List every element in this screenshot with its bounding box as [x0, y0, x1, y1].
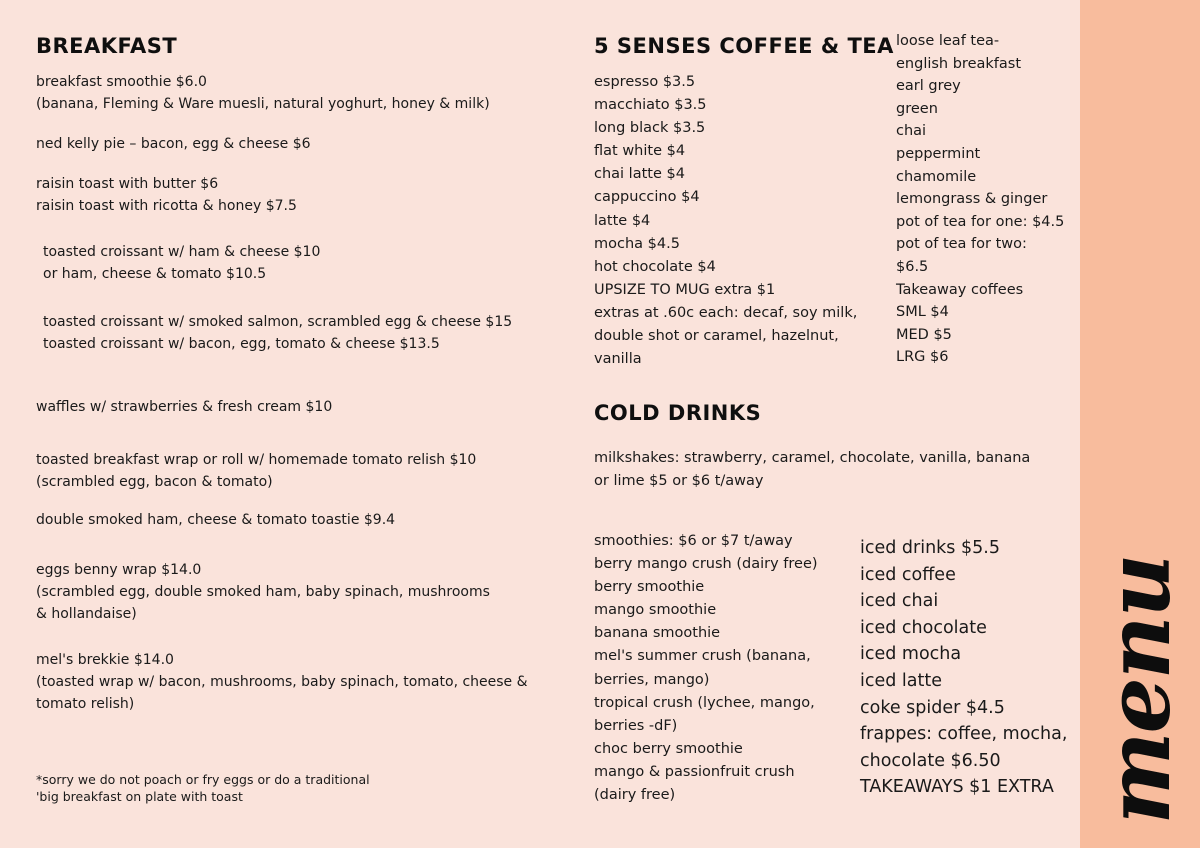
menu-line: LRG $6 — [896, 349, 949, 366]
menu-line: berry mango crush (dairy free) — [594, 556, 818, 573]
menu-line: chai latte $4 — [594, 166, 685, 183]
item-toastie — [36, 509, 395, 531]
menu-line: tomato relish) — [36, 696, 135, 712]
coffee-list — [594, 71, 857, 371]
menu-line: pot of tea for one: $4.5 — [896, 213, 1065, 230]
item-raisin-toast — [36, 173, 297, 217]
menu-line: tropical crush (lychee, mango, — [594, 694, 815, 711]
menu-line: & hollandaise) — [36, 606, 137, 622]
iced-drinks-list — [860, 535, 1067, 801]
menu-line: 'big breakfast on plate with toast — [36, 789, 243, 804]
menu-line: english breakfast — [896, 55, 1022, 72]
menu-line: extras at .60c each: decaf, soy milk, — [594, 304, 858, 321]
menu-line: ned kelly pie – bacon, egg & cheese $6 — [36, 136, 311, 152]
menu-line: hot chocolate $4 — [594, 258, 716, 275]
menu-line: SML $4 — [896, 304, 949, 321]
menu-line: TAKEAWAYS $1 EXTRA — [860, 777, 1054, 798]
smoothies-list — [594, 530, 818, 807]
menu-line: toasted croissant w/ ham & cheese $10 — [43, 244, 321, 260]
menu-line: pot of tea for two: — [896, 236, 1027, 253]
menu-line: green — [896, 100, 938, 117]
menu-line: breakfast smoothie $6.0 — [36, 74, 207, 90]
menu-line: banana smoothie — [594, 625, 721, 642]
menu-line: choc berry smoothie — [594, 740, 743, 757]
menu-line: (scrambled egg, bacon & tomato) — [36, 474, 273, 490]
menu-line: eggs benny wrap $14.0 — [36, 562, 202, 578]
menu-line: raisin toast with ricotta & honey $7.5 — [36, 198, 297, 214]
menu-line: earl grey — [896, 78, 961, 95]
menu-line: vanilla — [594, 351, 642, 368]
menu-line: berries -dF) — [594, 717, 678, 734]
breakfast-note — [36, 771, 370, 805]
item-eggs-benny — [36, 559, 490, 625]
menu-line: (dairy free) — [594, 787, 676, 804]
menu-line: iced drinks $5.5 — [860, 538, 1000, 558]
menu-line: (toasted wrap w/ bacon, mushrooms, baby spinach, tomato, cheese & — [36, 674, 528, 690]
menu-line: toasted croissant w/ bacon, egg, tomato & cheese $13.5 — [43, 336, 440, 352]
menu-line: mango & passionfruit crush — [594, 763, 795, 780]
menu-line: berries, mango) — [594, 671, 710, 688]
cold-drinks-heading: COLD DRINKS — [594, 401, 762, 425]
tea-list — [896, 30, 1064, 369]
menu-line: *sorry we do not poach or fry eggs or do a traditional — [36, 772, 370, 787]
menu-line: loose leaf tea- — [896, 33, 1000, 49]
menu-line: iced mocha — [860, 644, 962, 665]
item-breakfast-smoothie — [36, 71, 490, 115]
menu-line: UPSIZE TO MUG extra $1 — [594, 281, 776, 298]
menu-line: long black $3.5 — [594, 120, 706, 137]
menu-line: chai — [896, 123, 927, 140]
menu-line: iced chai — [860, 591, 939, 612]
item-croissant-salmon-bacon — [43, 311, 512, 355]
menu-line: double smoked ham, cheese & tomato toastie $9.4 — [36, 512, 396, 528]
menu-line: flat white $4 — [594, 143, 686, 160]
menu-line: Takeaway coffees — [896, 281, 1024, 298]
menu-line: frappes: coffee, mocha, — [860, 724, 1068, 745]
menu-line: raisin toast with butter $6 — [36, 176, 219, 192]
menu-line: coke spider $4.5 — [860, 697, 1005, 718]
menu-line: toasted breakfast wrap or roll w/ homemade tomato relish $10 — [36, 452, 477, 468]
menu-line: iced chocolate — [860, 617, 987, 638]
menu-line: toasted croissant w/ smoked salmon, scrambled egg & cheese $15 — [43, 314, 513, 330]
menu-line: cappuccino $4 — [594, 189, 700, 206]
menu-line: mango smoothie — [594, 602, 717, 619]
menu-line: waffles w/ strawberries & fresh cream $10 — [36, 399, 333, 415]
menu-line: mocha $4.5 — [594, 235, 680, 252]
breakfast-heading: BREAKFAST — [36, 34, 178, 58]
item-croissant-ham — [43, 241, 320, 285]
menu-line: peppermint — [896, 145, 981, 162]
menu-line: lemongrass & ginger — [896, 191, 1048, 208]
menu-line: chocolate $6.50 — [860, 750, 1001, 771]
item-ned-kelly-pie — [36, 133, 311, 155]
menu-line: chamomile — [896, 168, 977, 185]
menu-line: MED $5 — [896, 326, 952, 343]
item-waffles — [36, 396, 332, 418]
menu-line: or lime $5 or $6 t/away — [594, 473, 764, 490]
menu-line: (banana, Fleming & Ware muesli, natural yoghurt, honey & milk) — [36, 96, 490, 112]
menu-line: berry smoothie — [594, 579, 705, 596]
menu-line: latte $4 — [594, 212, 651, 229]
menu-line: mel's brekkie $14.0 — [36, 652, 174, 668]
menu-line: iced coffee — [860, 564, 956, 585]
coffee-tea-heading: 5 SENSES COFFEE & TEA — [594, 34, 894, 58]
item-mels-brekkie — [36, 649, 528, 715]
menu-line: or ham, cheese & tomato $10.5 — [43, 266, 267, 282]
menu-line: mel's summer crush (banana, — [594, 648, 811, 665]
menu-line: milkshakes: strawberry, caramel, chocolate, vanilla, banana — [594, 450, 1031, 466]
milkshakes — [594, 447, 1030, 493]
menu-line: $6.5 — [896, 258, 929, 275]
item-breakfast-wrap — [36, 449, 476, 493]
menu-line: (scrambled egg, double smoked ham, baby spinach, mushrooms — [36, 584, 490, 600]
menu-line: double shot or caramel, hazelnut, — [594, 328, 839, 345]
menu-line: iced latte — [860, 670, 942, 691]
menu-script-title: menu — [1086, 555, 1190, 825]
menu-line: macchiato $3.5 — [594, 97, 707, 114]
menu-line: smoothies: $6 or $7 t/away — [594, 533, 793, 549]
menu-line: espresso $3.5 — [594, 74, 696, 90]
